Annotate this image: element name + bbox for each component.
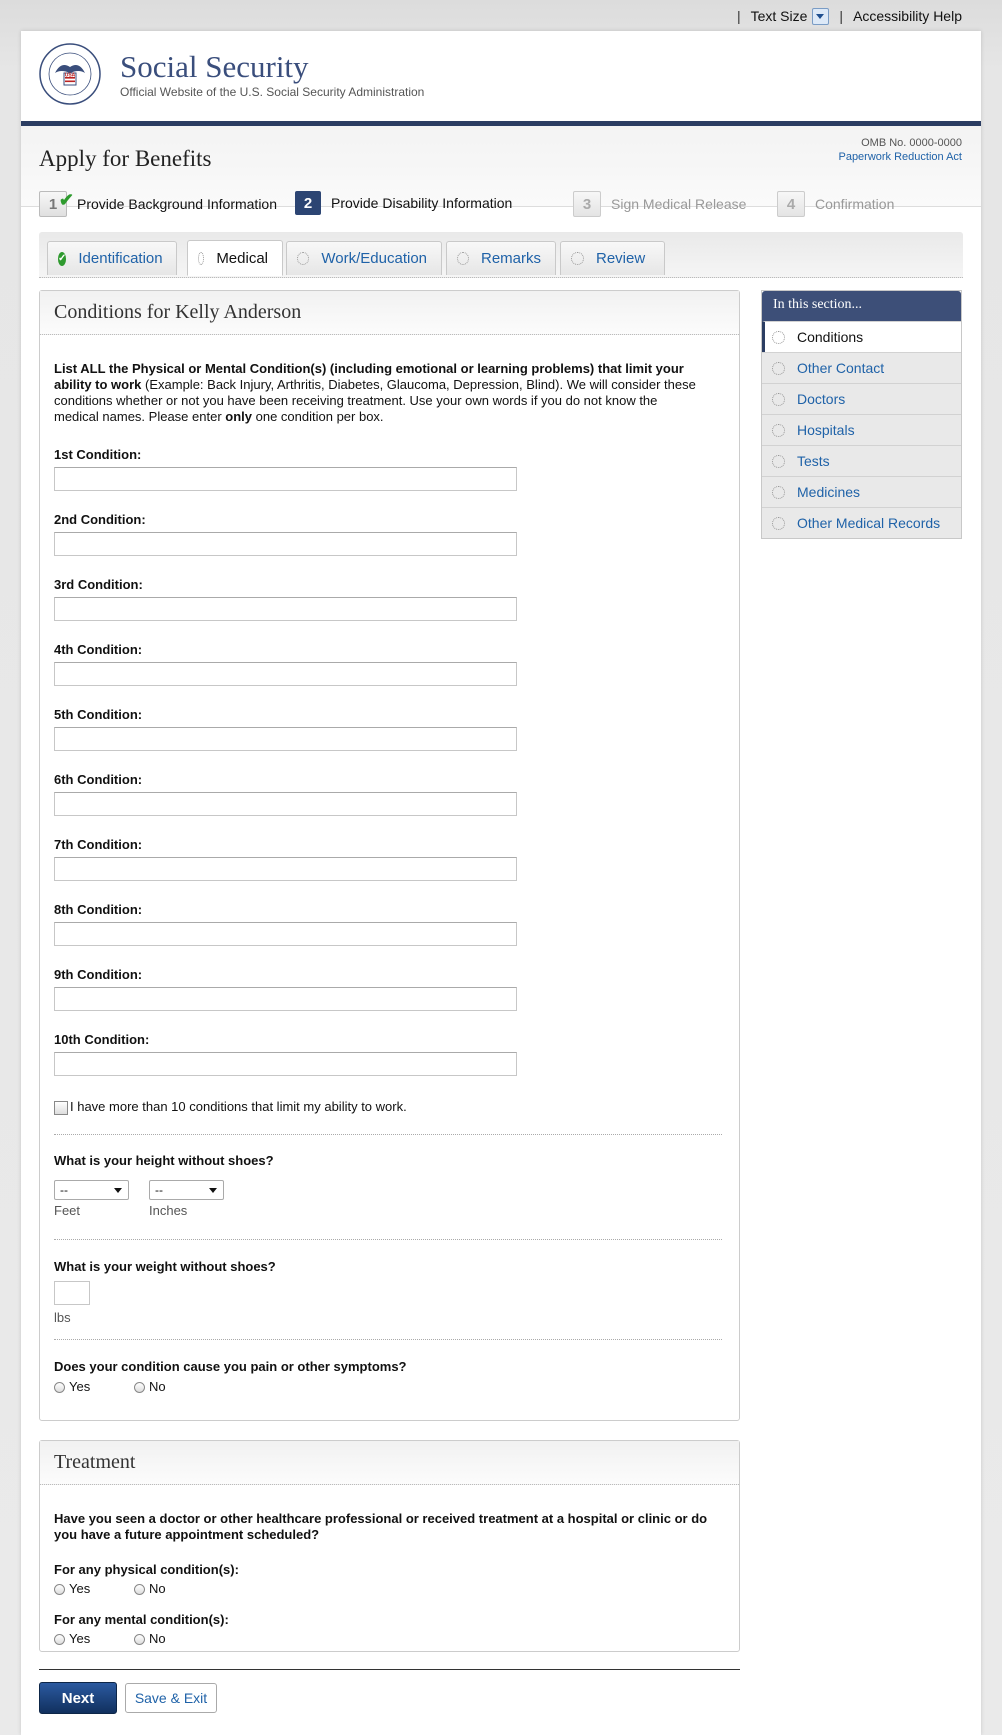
feet-label: Feet [54, 1203, 81, 1218]
radio-button[interactable] [54, 1382, 65, 1393]
weight-question: What is your weight without shoes? [54, 1259, 276, 1274]
separator: | [839, 8, 844, 24]
condition-4: 4th Condition: [54, 642, 524, 686]
condition-8-input[interactable] [54, 922, 517, 946]
page-container [21, 31, 981, 1735]
seal-text: USA [64, 72, 76, 79]
mental-condition-label: For any mental condition(s): [54, 1612, 229, 1627]
accessibility-help-link[interactable]: Accessibility Help [853, 8, 962, 24]
text-size-dropdown-icon[interactable] [812, 8, 829, 25]
tab-work-education[interactable]: Work/Education [286, 241, 442, 275]
tab-review[interactable]: Review [560, 241, 665, 275]
condition-7: 7th Condition: [54, 837, 524, 881]
progress-circle-icon [772, 455, 785, 468]
mental-no-option[interactable]: No [134, 1631, 166, 1646]
progress-steps [39, 191, 959, 221]
sidebar-item-doctors[interactable]: Doctors [762, 383, 961, 414]
height-question: What is your height without shoes? [54, 1153, 274, 1168]
step-2 [295, 191, 512, 215]
progress-circle-icon [772, 486, 785, 499]
weight-unit-label: lbs [54, 1310, 71, 1325]
progress-circle-icon [571, 252, 584, 265]
progress-circle-icon [772, 331, 785, 344]
step-number: 3 [573, 191, 601, 217]
checkmark-icon: ✔ [58, 190, 74, 210]
progress-circle-icon [772, 362, 785, 375]
condition-7-input[interactable] [54, 857, 517, 881]
step-1 [39, 191, 277, 217]
divider [54, 1134, 722, 1135]
mental-yes-option[interactable]: Yes [54, 1631, 90, 1646]
condition-9: 9th Condition: [54, 967, 524, 1011]
omb-number: OMB No. 0000-0000 [861, 137, 962, 149]
conditions-instructions: List ALL the Physical or Mental Condition(s) (including emotional or learning problems) that limit your ability to work (Example: Back Injury, Arthritis, Diabetes, Glaucoma, Depression, Blind). We will consider these conditions whether or not you have been receiving treatment. Use your own words if you do not know the medical names. Please enter only one condition per box. [54, 361, 696, 424]
step-number: 1 ✔ [39, 191, 67, 217]
condition-10: 10th Condition: [54, 1032, 524, 1076]
progress-circle-icon [457, 252, 469, 265]
step-3 [573, 191, 746, 217]
condition-5: 5th Condition: [54, 707, 524, 751]
page-title: Apply for Benefits [39, 146, 212, 171]
sidebar-item-other-medical-records[interactable]: Other Medical Records [762, 507, 961, 538]
brand-subtitle: Official Website of the U.S. Social Security Administration [120, 85, 425, 99]
step-number: 2 [295, 191, 321, 215]
radio-button[interactable] [134, 1584, 145, 1595]
treatment-panel-title: Treatment [40, 1441, 739, 1485]
physical-yes-option[interactable]: Yes [54, 1581, 90, 1596]
check-circle-icon: ✓ [58, 252, 67, 264]
sidebar-title: In this section... [762, 291, 961, 321]
save-exit-button[interactable]: Save & Exit [125, 1683, 217, 1713]
step-number: 4 [777, 191, 805, 217]
more-conditions-label: I have more than 10 conditions that limit my ability to work. [70, 1099, 407, 1114]
radio-button[interactable] [54, 1584, 65, 1595]
next-button[interactable]: Next [39, 1682, 117, 1714]
radio-button[interactable] [54, 1634, 65, 1645]
omb-info [838, 136, 962, 164]
ssa-seal-icon[interactable] [39, 43, 101, 105]
form-footer-divider [39, 1669, 740, 1670]
height-inches-select[interactable]: -- [149, 1180, 224, 1200]
pain-no-option[interactable]: No [134, 1379, 166, 1394]
condition-8: 8th Condition: [54, 902, 524, 946]
condition-2: 2nd Condition: [54, 512, 524, 556]
section-sidebar [761, 290, 962, 539]
progress-circle-icon [772, 517, 785, 530]
radio-button[interactable] [134, 1634, 145, 1645]
tab-medical[interactable]: Medical [187, 240, 283, 276]
progress-circle-icon [297, 252, 309, 265]
more-conditions-row [54, 1099, 407, 1115]
separator: | [736, 8, 741, 24]
progress-circle-icon [772, 393, 785, 406]
step-label: Provide Background Information [77, 196, 277, 212]
condition-4-input[interactable] [54, 662, 517, 686]
condition-3: 3rd Condition: [54, 577, 524, 621]
site-header [21, 31, 981, 126]
step-label: Sign Medical Release [611, 196, 747, 212]
condition-2-input[interactable] [54, 532, 517, 556]
step-label: Provide Disability Information [331, 195, 513, 211]
divider [54, 1339, 722, 1340]
step-label: Confirmation [815, 196, 895, 212]
more-conditions-checkbox[interactable] [54, 1101, 68, 1115]
condition-3-input[interactable] [54, 597, 517, 621]
condition-5-input[interactable] [54, 727, 517, 751]
physical-no-option[interactable]: No [134, 1581, 166, 1596]
condition-1-input[interactable] [54, 467, 517, 491]
sidebar-item-other-contact[interactable]: Other Contact [762, 352, 961, 383]
treatment-question: Have you seen a doctor or other healthcare professional or received treatment at a hospital or clinic or do you have a future appointment scheduled? [54, 1511, 708, 1542]
treatment-panel [39, 1440, 740, 1652]
divider [54, 1239, 722, 1240]
condition-10-input[interactable] [54, 1052, 517, 1076]
condition-9-input[interactable] [54, 987, 517, 1011]
conditions-panel [39, 290, 740, 1421]
utility-bar [727, 6, 962, 26]
tab-identification[interactable]: ✓ Identification [47, 241, 177, 275]
pain-question: Does your condition cause you pain or other symptoms? [54, 1359, 407, 1374]
sidebar-item-hospitals[interactable]: Hospitals [762, 414, 961, 445]
height-feet-select[interactable]: -- [54, 1180, 129, 1200]
condition-6: 6th Condition: [54, 772, 524, 816]
sidebar-item-medicines[interactable]: Medicines [762, 476, 961, 507]
radio-button[interactable] [134, 1382, 145, 1393]
sidebar-item-conditions[interactable]: Conditions [762, 321, 961, 352]
conditions-panel-title: Conditions for Kelly Anderson [40, 291, 739, 335]
physical-condition-label: For any physical condition(s): [54, 1562, 239, 1577]
paperwork-reduction-link[interactable]: Paperwork Reduction Act [838, 151, 962, 163]
section-tabs [39, 232, 963, 278]
text-size-label[interactable]: Text Size [750, 8, 808, 24]
weight-input[interactable] [54, 1281, 90, 1305]
tab-remarks[interactable]: Remarks [446, 241, 556, 275]
step-4 [777, 191, 894, 217]
condition-6-input[interactable] [54, 792, 517, 816]
brand-title[interactable]: Social Security [120, 49, 309, 84]
progress-circle-icon [198, 252, 204, 265]
pain-yes-option[interactable]: Yes [54, 1379, 90, 1394]
sidebar-item-tests[interactable]: Tests [762, 445, 961, 476]
condition-1: 1st Condition: [54, 447, 524, 491]
inches-label: Inches [149, 1203, 188, 1218]
progress-circle-icon [772, 424, 785, 437]
